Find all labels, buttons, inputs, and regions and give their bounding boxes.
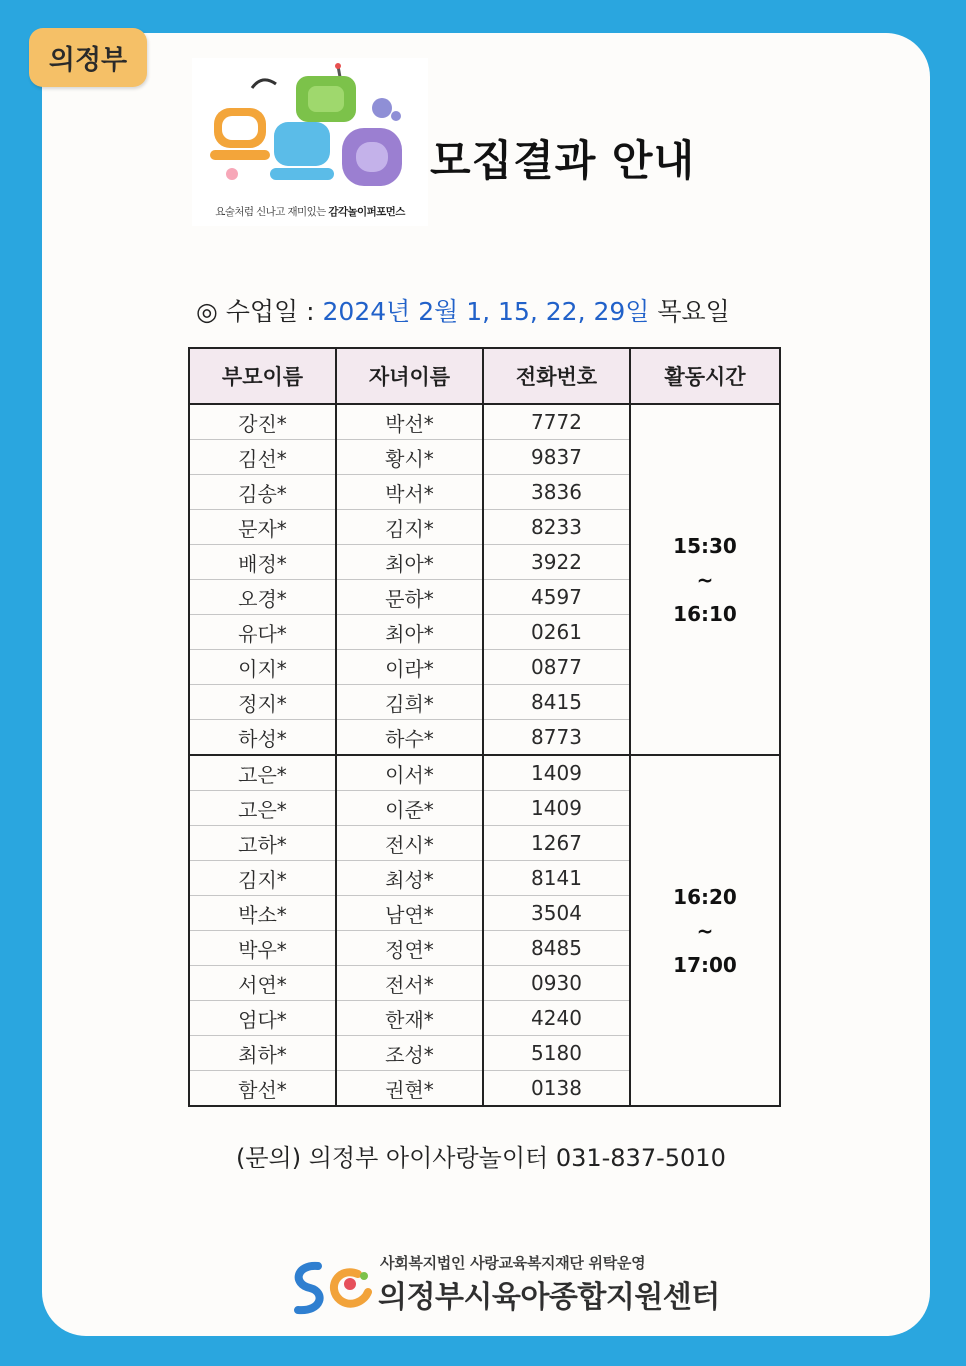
- parent-name-cell: 김선*: [189, 440, 336, 475]
- logo-wordmark-art: [192, 58, 428, 204]
- child-name-cell: 이라*: [336, 650, 483, 685]
- child-name-cell: 하수*: [336, 720, 483, 756]
- phone-cell: 8141: [483, 861, 630, 896]
- parent-name-cell: 박소*: [189, 896, 336, 931]
- phone-cell: 4597: [483, 580, 630, 615]
- child-name-cell: 남연*: [336, 896, 483, 931]
- region-tag: 의정부: [29, 28, 147, 87]
- phone-cell: 0930: [483, 966, 630, 1001]
- phone-cell: 0261: [483, 615, 630, 650]
- activity-time-cell: [630, 755, 780, 1106]
- parent-name-cell: 유다*: [189, 615, 336, 650]
- logo-tagline: 요술처럼 신나고 재미있는 감각놀이퍼포먼스: [215, 206, 405, 218]
- header-phone: 전화번호: [483, 348, 630, 404]
- child-name-cell: 한재*: [336, 1001, 483, 1036]
- phone-cell: 5180: [483, 1036, 630, 1071]
- time-sep: ~: [696, 918, 714, 943]
- parent-name-cell: 문자*: [189, 510, 336, 545]
- child-name-cell: 박선*: [336, 404, 483, 440]
- activity-time-cell: [630, 404, 780, 755]
- phone-cell: 7772: [483, 404, 630, 440]
- parent-name-cell: 강진*: [189, 404, 336, 440]
- parent-name-cell: 박우*: [189, 931, 336, 966]
- header-parent-name: 부모이름: [189, 348, 336, 404]
- class-date-label: ◎ 수업일 :: [196, 297, 323, 326]
- footer-operator: 사회복지법인 사랑교육복지재단 위탁운영: [380, 1254, 646, 1272]
- phone-cell: 8773: [483, 720, 630, 756]
- time-end: 16:10: [673, 601, 737, 626]
- child-name-cell: 전서*: [336, 966, 483, 1001]
- child-name-cell: 황시*: [336, 440, 483, 475]
- header-child-name: 자녀이름: [336, 348, 483, 404]
- class-date-line: [196, 292, 730, 328]
- phone-cell: 1409: [483, 791, 630, 826]
- child-name-cell: 김지*: [336, 510, 483, 545]
- phone-cell: 3836: [483, 475, 630, 510]
- parent-name-cell: 배정*: [189, 545, 336, 580]
- child-name-cell: 문하*: [336, 580, 483, 615]
- child-name-cell: 권현*: [336, 1071, 483, 1107]
- phone-cell: 3922: [483, 545, 630, 580]
- time-end: 17:00: [673, 952, 737, 977]
- phone-cell: 1409: [483, 755, 630, 791]
- phone-cell: 9837: [483, 440, 630, 475]
- parent-name-cell: 정지*: [189, 685, 336, 720]
- phone-cell: 0877: [483, 650, 630, 685]
- phone-cell: 3504: [483, 896, 630, 931]
- parent-name-cell: 김지*: [189, 861, 336, 896]
- parent-name-cell: 고하*: [189, 826, 336, 861]
- child-name-cell: 최성*: [336, 861, 483, 896]
- child-name-cell: 김희*: [336, 685, 483, 720]
- child-name-cell: 정연*: [336, 931, 483, 966]
- time-start: 15:30: [673, 533, 737, 558]
- table-header-row: [189, 348, 780, 404]
- phone-cell: 8233: [483, 510, 630, 545]
- parent-name-cell: 고은*: [189, 791, 336, 826]
- parent-name-cell: 김송*: [189, 475, 336, 510]
- time-sep: ~: [696, 567, 714, 592]
- inquiry-contact: (문의) 의정부 아이사랑놀이터 031-837-5010: [236, 1144, 726, 1172]
- parent-name-cell: 고은*: [189, 755, 336, 791]
- parent-name-cell: 엄다*: [189, 1001, 336, 1036]
- phone-cell: 4240: [483, 1001, 630, 1036]
- phone-cell: 0138: [483, 1071, 630, 1107]
- program-logo: [192, 58, 428, 226]
- center-logo-icon: [288, 1258, 378, 1318]
- header-activity-time: 활동시간: [630, 348, 780, 404]
- parent-name-cell: 하성*: [189, 720, 336, 756]
- parent-name-cell: 함선*: [189, 1071, 336, 1107]
- child-name-cell: 박서*: [336, 475, 483, 510]
- phone-cell: 8485: [483, 931, 630, 966]
- child-name-cell: 이서*: [336, 755, 483, 791]
- parent-name-cell: 이지*: [189, 650, 336, 685]
- child-name-cell: 최아*: [336, 615, 483, 650]
- table-row: [189, 755, 780, 791]
- phone-cell: 8415: [483, 685, 630, 720]
- child-name-cell: 전시*: [336, 826, 483, 861]
- child-name-cell: 최아*: [336, 545, 483, 580]
- footer-brand: [288, 1252, 728, 1318]
- roster-body: [189, 404, 780, 1106]
- page-title: 모집결과 안내: [430, 136, 696, 185]
- roster-table: [188, 347, 781, 1107]
- table-row: [189, 404, 780, 440]
- child-name-cell: 이준*: [336, 791, 483, 826]
- parent-name-cell: 오경*: [189, 580, 336, 615]
- time-start: 16:20: [673, 884, 737, 909]
- child-name-cell: 조성*: [336, 1036, 483, 1071]
- phone-cell: 1267: [483, 826, 630, 861]
- footer-center-name: 의정부시육아종합지원센터: [378, 1280, 720, 1315]
- class-weekday: 목요일: [649, 297, 730, 326]
- parent-name-cell: 최하*: [189, 1036, 336, 1071]
- parent-name-cell: 서연*: [189, 966, 336, 1001]
- class-dates: 2024년 2월 1, 15, 22, 29일: [322, 297, 650, 326]
